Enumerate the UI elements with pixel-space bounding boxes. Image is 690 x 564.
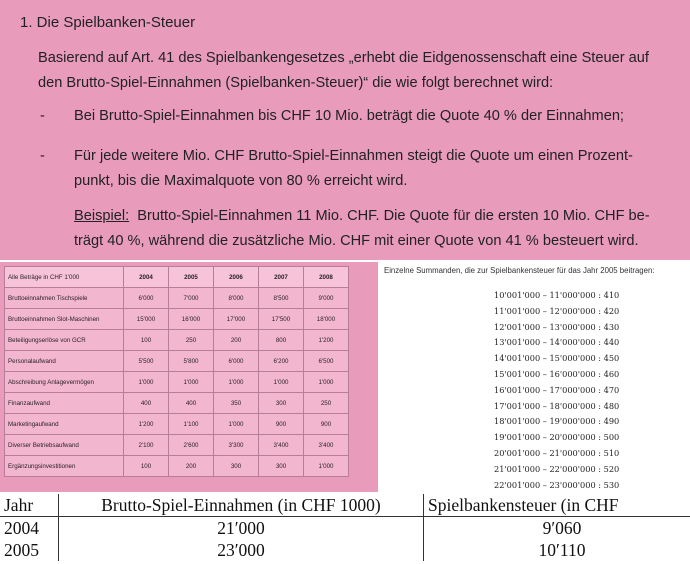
result-header-revenue: Brutto-Spiel-Einnahmen (in CHF 1000) — [59, 494, 424, 517]
result-tax: 10′110 — [538, 539, 586, 560]
financials-header-row — [5, 267, 349, 288]
summands-title: Einzelne Summanden, die zur Spielbankensteuer für das Jahr 2005 beitragen: — [384, 266, 655, 275]
list-item: 14'001'000 – 15'000'000 : 450 — [494, 353, 620, 364]
table-cell: 8'500 — [259, 288, 304, 309]
bullet-marker-2: - — [40, 148, 45, 164]
result-header-year: Jahr — [0, 494, 59, 517]
result-year: 2004 — [0, 517, 59, 540]
tax-description-panel — [0, 0, 690, 260]
list-item: 19'001'000 – 20'000'000 : 500 — [494, 432, 620, 443]
table-row — [5, 393, 349, 414]
financials-table — [4, 266, 349, 477]
table-cell: 6'000 — [214, 351, 259, 372]
table-cell: 3'400 — [259, 435, 304, 456]
table-cell: 5'500 — [124, 351, 169, 372]
table-cell: 1'200 — [124, 414, 169, 435]
table-row — [5, 435, 349, 456]
row-label: Bruttoeinnahmen Slot-Maschinen — [5, 309, 124, 330]
table-cell: 9'000 — [304, 288, 349, 309]
row-label: Beteiligungserlöse von GCR — [5, 330, 124, 351]
table-cell: 200 — [169, 456, 214, 477]
table-row — [5, 351, 349, 372]
example-line-2: trägt 40 %, während die zusätzliche Mio. CHF mit einer Quote von 41 % besteuert wird. — [74, 233, 639, 249]
table-cell: 400 — [169, 393, 214, 414]
table-cell: 1'000 — [124, 372, 169, 393]
table-cell: 1'000 — [304, 456, 349, 477]
table-cell: 3'400 — [304, 435, 349, 456]
table-cell: 6'000 — [124, 288, 169, 309]
row-label: Finanzaufwand — [5, 393, 124, 414]
list-item: 17'001'000 – 18'000'000 : 480 — [494, 400, 620, 411]
example-text-1: Brutto-Spiel-Einnahmen 11 Mio. CHF. Die Quote für die ersten 10 Mio. CHF be- — [137, 208, 650, 224]
year-header: 2004 — [124, 267, 169, 288]
result-table-wrapper — [0, 494, 690, 564]
example-line-1 — [74, 204, 650, 229]
table-cell: 16'000 — [169, 309, 214, 330]
intro-paragraph — [38, 46, 649, 96]
list-item: 22'001'000 – 23'000'000 : 530 — [494, 479, 620, 490]
table-cell: 17'500 — [259, 309, 304, 330]
table-row — [5, 456, 349, 477]
result-header-row — [0, 494, 690, 517]
table-cell: 300 — [214, 456, 259, 477]
list-item: 15'001'000 – 16'000'000 : 460 — [494, 368, 620, 379]
table-row — [5, 309, 349, 330]
table-cell: 1'000 — [169, 372, 214, 393]
row-label: Personalaufwand — [5, 351, 124, 372]
result-tax: 9′060 — [542, 517, 582, 538]
table-cell: 1'100 — [169, 414, 214, 435]
table-cell: 250 — [169, 330, 214, 351]
financials-corner-label: Alle Beträge in CHF 1'000 — [5, 267, 124, 288]
table-cell: 300 — [259, 393, 304, 414]
table-cell: 350 — [214, 393, 259, 414]
table-cell: 1'000 — [304, 372, 349, 393]
table-cell: 900 — [259, 414, 304, 435]
year-header: 2008 — [304, 267, 349, 288]
intro-line-1: Basierend auf Art. 41 des Spielbankengesetzes „erhebt die Eidgenossenschaft eine Steuer auf — [38, 50, 649, 66]
bullet-2-text — [74, 144, 633, 194]
list-item: 13'001'000 – 14'000'000 : 440 — [494, 337, 620, 348]
result-revenue: 23′000 — [59, 539, 424, 561]
table-cell: 3'300 — [214, 435, 259, 456]
table-row — [5, 288, 349, 309]
table-row — [5, 372, 349, 393]
result-revenue: 21′000 — [59, 517, 424, 540]
table-cell: 2'600 — [169, 435, 214, 456]
list-item: 10'001'000 – 11'000'000 : 410 — [494, 290, 620, 300]
row-label: Diverser Betriebsaufwand — [5, 435, 124, 456]
list-item: 12'001'000 – 13'000'000 : 430 — [494, 321, 620, 332]
table-cell: 1'000 — [259, 372, 304, 393]
list-item: 16'001'000 – 17'000'000 : 470 — [494, 384, 620, 395]
row-label: Abschreibung Anlagevermögen — [5, 372, 124, 393]
section-heading: 1. Die Spielbanken-Steuer — [20, 14, 196, 31]
table-cell: 15'000 — [124, 309, 169, 330]
table-cell: 100 — [124, 456, 169, 477]
row-label: Bruttoeinnahmen Tischspiele — [5, 288, 124, 309]
example-label: Beispiel: — [74, 208, 130, 224]
table-cell: 900 — [304, 414, 349, 435]
table-cell: 1'000 — [214, 414, 259, 435]
result-table — [0, 494, 690, 561]
list-item: 21'001'000 – 22'000'000 : 520 — [494, 463, 620, 474]
year-header: 2007 — [259, 267, 304, 288]
table-cell: 100 — [124, 330, 169, 351]
list-item: 18'001'000 – 19'000'000 : 490 — [494, 416, 620, 427]
table-cell: 1'000 — [214, 372, 259, 393]
bullet-2-line-1: Für jede weitere Mio. CHF Brutto-Spiel-Einnahmen steigt die Quote um einen Prozent- — [74, 148, 633, 164]
year-header: 2006 — [214, 267, 259, 288]
table-cell: 300 — [259, 456, 304, 477]
row-label: Ergänzungsinvestitionen — [5, 456, 124, 477]
table-cell: 7'000 — [169, 288, 214, 309]
table-cell: 8'000 — [214, 288, 259, 309]
year-header: 2005 — [169, 267, 214, 288]
example-paragraph — [74, 204, 650, 254]
table-row — [0, 539, 690, 561]
table-cell: 250 — [304, 393, 349, 414]
table-cell: 5'800 — [169, 351, 214, 372]
bullet-1-text: Bei Brutto-Spiel-Einnahmen bis CHF 10 Mio. beträgt die Quote 40 % der Einnahmen; — [74, 108, 624, 124]
table-cell: 6'200 — [259, 351, 304, 372]
table-row — [0, 517, 690, 540]
table-cell: 400 — [124, 393, 169, 414]
table-cell: 18'000 — [304, 309, 349, 330]
table-cell: 800 — [259, 330, 304, 351]
list-item: 11'001'000 – 12'000'000 : 420 — [494, 305, 620, 316]
table-cell: 17'000 — [214, 309, 259, 330]
table-cell: 2'100 — [124, 435, 169, 456]
list-item: 20'001'000 – 21'000'000 : 510 — [494, 447, 620, 458]
intro-line-2: den Brutto-Spiel-Einnahmen (Spielbanken-Steuer)“ die wie folgt berechnet wird: — [38, 75, 554, 91]
bullet-2-line-2: punkt, bis die Maximalquote von 80 % erreicht wird. — [74, 173, 408, 189]
summands-list — [494, 288, 619, 493]
row-label: Marketingaufwand — [5, 414, 124, 435]
table-row — [5, 414, 349, 435]
table-cell: 6'500 — [304, 351, 349, 372]
table-cell: 1'200 — [304, 330, 349, 351]
table-row — [5, 330, 349, 351]
table-cell: 200 — [214, 330, 259, 351]
result-year: 2005 — [0, 539, 59, 561]
financials-panel — [0, 262, 378, 492]
bullet-marker-1: - — [40, 108, 45, 124]
result-header-tax: Spielbankensteuer (in CHF — [424, 494, 690, 517]
